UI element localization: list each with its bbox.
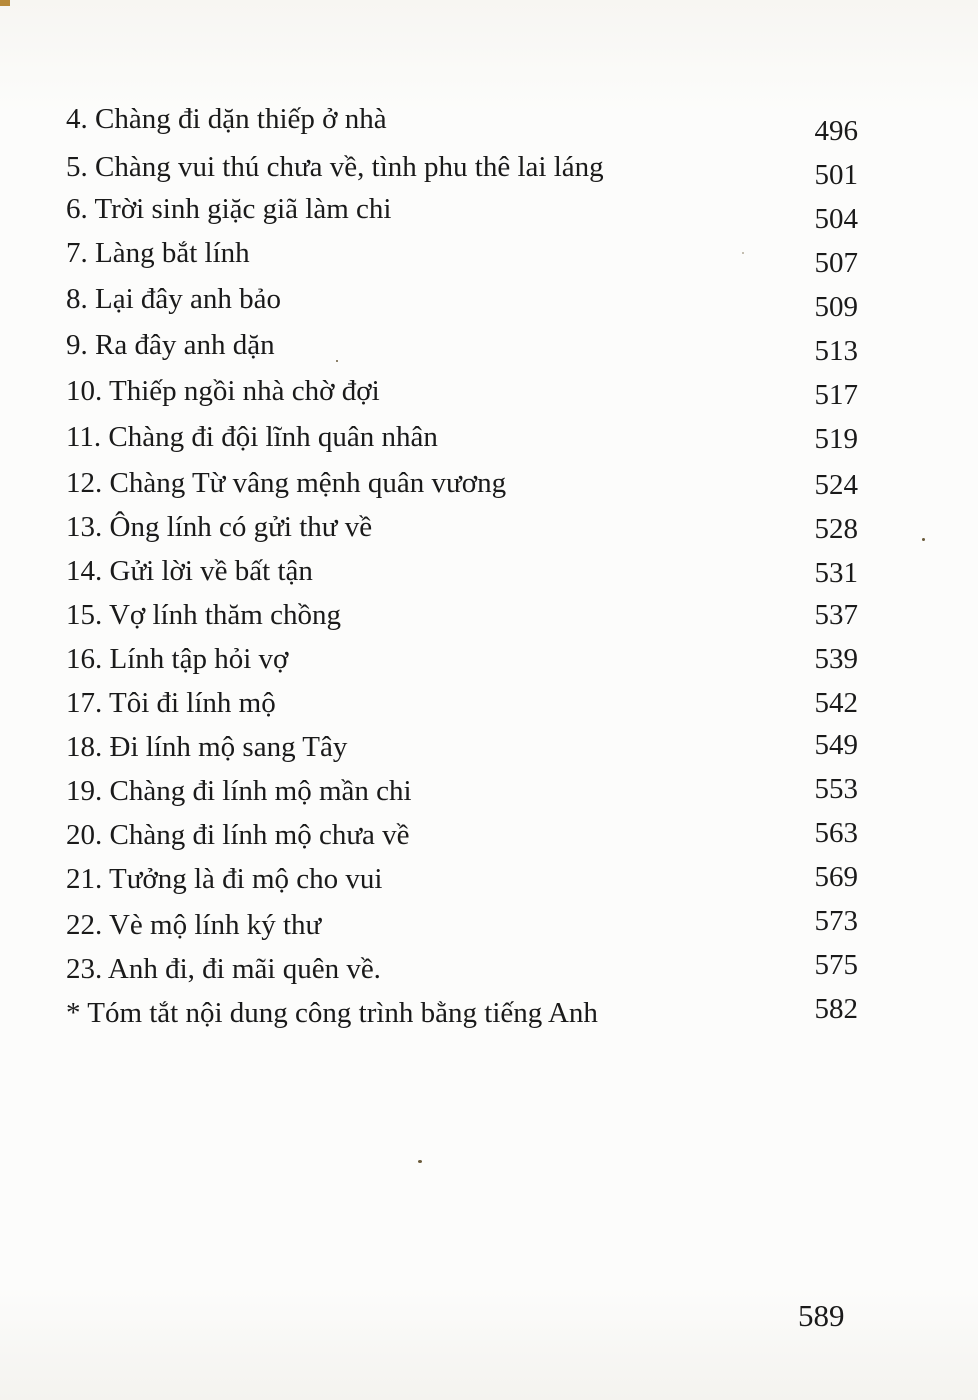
toc-entry [66, 328, 866, 368]
toc-entry-title: 13. Ông lính có gửi thư về [66, 511, 373, 543]
toc-entry-title: 5. Chàng vui thú chưa về, tình phu thê lai láng [66, 151, 604, 183]
toc-entry-title: 22. Vè mộ lính ký thư [66, 909, 322, 941]
toc-entry-title: 17. Tôi đi lính mộ [66, 687, 276, 719]
paper-speck [742, 252, 744, 254]
toc-entry-page: 513 [814, 335, 858, 367]
toc-entry-page: 496 [814, 115, 858, 147]
toc-entry [66, 642, 866, 682]
paper-speck [922, 538, 925, 541]
toc-entry-page: 519 [814, 423, 858, 455]
toc-entry [66, 774, 866, 814]
toc-entry-title: 21. Tưởng là đi mộ cho vui [66, 863, 383, 895]
toc-entry-title: 20. Chàng đi lính mộ chưa về [66, 819, 410, 851]
toc-entry [66, 420, 866, 460]
toc-entry-page: 563 [814, 817, 858, 849]
toc-entry-title: * Tóm tắt nội dung công trình bằng tiếng Anh [66, 997, 598, 1029]
toc-entry [66, 905, 866, 948]
toc-entry-title: 10. Thiếp ngồi nhà chờ đợi [66, 375, 380, 407]
toc-entry-page: 549 [814, 729, 858, 761]
toc-entry [66, 466, 866, 506]
toc-entry-page: 553 [814, 773, 858, 805]
toc-entry-page: 531 [814, 557, 858, 589]
toc-entry-page: 539 [814, 643, 858, 675]
paper-speck [418, 1160, 422, 1163]
toc-entry-page: 509 [814, 291, 858, 323]
toc-entry [66, 554, 866, 594]
toc-entry-title: 9. Ra đây anh dặn [66, 329, 275, 361]
toc-entry-page: 573 [814, 905, 858, 937]
toc-entry-page: 517 [814, 379, 858, 411]
toc-entry-page: 582 [814, 993, 858, 1025]
toc-entry-page: 537 [814, 599, 858, 631]
toc-entry-title: 12. Chàng Từ vâng mệnh quân vương [66, 467, 507, 499]
toc-entry-page: 507 [814, 247, 858, 279]
toc-entry-title: 14. Gửi lời về bất tận [66, 555, 313, 587]
toc-entry-title: 16. Lính tập hỏi vợ [66, 643, 289, 675]
toc-entry [66, 102, 866, 147]
page-number: 589 [798, 1298, 845, 1333]
toc-entry [66, 993, 866, 1036]
toc-entry [66, 374, 866, 414]
toc-entry-page: 569 [814, 861, 858, 893]
toc-entry-page: 575 [814, 949, 858, 981]
toc-entry [66, 192, 866, 235]
toc-entry-title: 11. Chàng đi đội lĩnh quân nhân [66, 421, 438, 453]
toc-entry-page: 504 [814, 203, 858, 235]
toc-entry-title: 7. Làng bắt lính [66, 237, 250, 269]
paper-speck [336, 360, 338, 362]
toc-entry-title: 6. Trời sinh giặc giã làm chi [66, 193, 392, 225]
toc-entry [66, 818, 866, 858]
toc-entry-page: 524 [814, 469, 858, 501]
toc-entry [66, 510, 866, 550]
toc-entry-title: 4. Chàng đi dặn thiếp ở nhà [66, 103, 387, 135]
toc-entry-title: 19. Chàng đi lính mộ mần chi [66, 775, 412, 807]
toc-entry [66, 598, 866, 638]
toc-entry-page: 528 [814, 513, 858, 545]
toc-entry-title: 15. Vợ lính thăm chồng [66, 599, 341, 631]
toc-entry-page: 501 [814, 159, 858, 191]
toc-entry [66, 949, 866, 992]
toc-entry-page: 542 [814, 687, 858, 719]
toc-entry [66, 236, 866, 279]
toc-entry-title: 18. Đi lính mộ sang Tây [66, 731, 348, 763]
toc-entry [66, 686, 866, 726]
toc-entry [66, 150, 866, 190]
toc-entry [66, 282, 866, 322]
toc-entry-title: 23. Anh đi, đi mãi quên về. [66, 953, 381, 985]
toc-entry-title: 8. Lại đây anh bảo [66, 283, 282, 315]
toc-entry [66, 862, 866, 902]
toc-entry [66, 730, 866, 770]
